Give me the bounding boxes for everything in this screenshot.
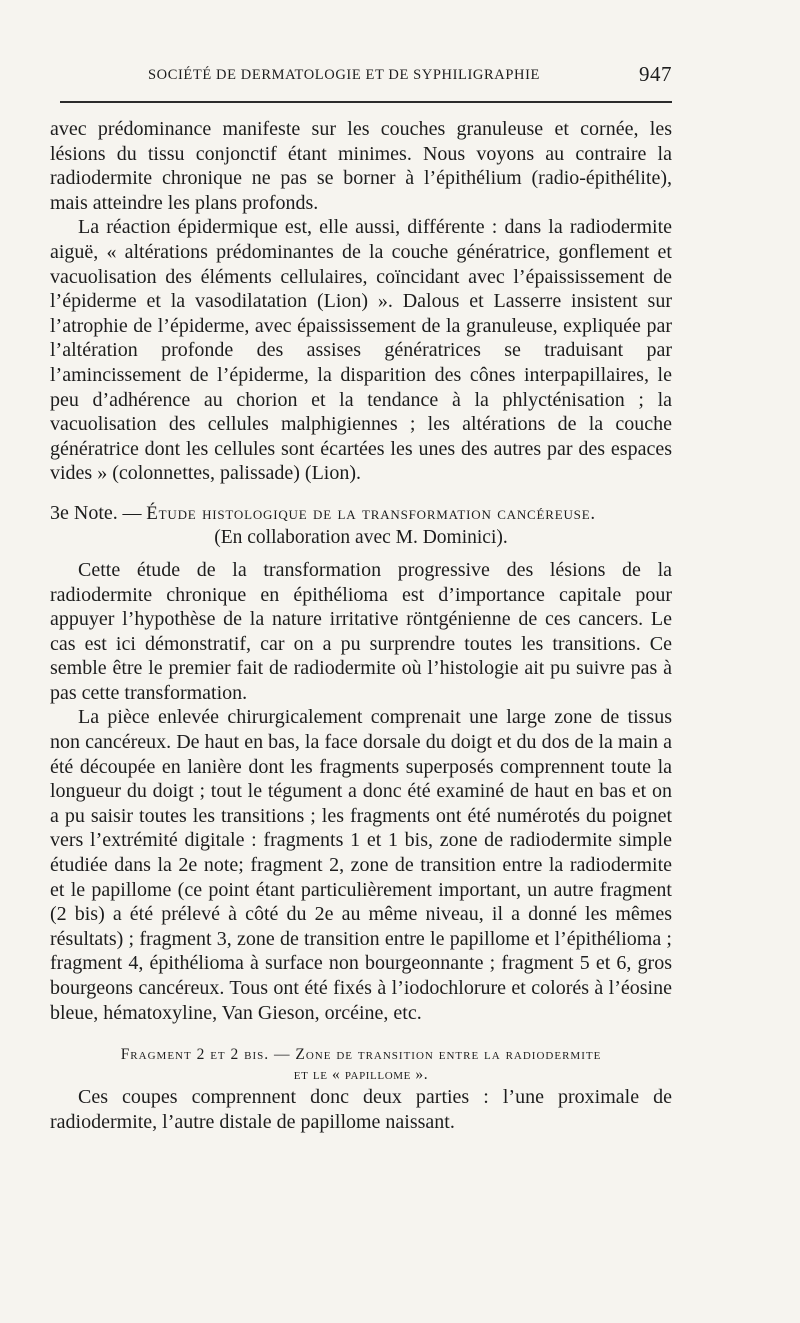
running-head: SOCIÉTÉ DE DERMATOLOGIE ET DE SYPHILIGRAPHIE [148, 67, 540, 83]
note-3-heading [50, 501, 672, 550]
fragment-2-heading-line-1: Fragment 2 et 2 bis. — Zone de transition entre la radiodermite [120, 1046, 602, 1064]
note-3-heading-line [50, 501, 672, 526]
note-3-subtitle: (En collaboration avec M. Dominici). [214, 526, 508, 548]
paragraph-continued: avec prédominance manifeste sur les couches granuleuse et cornée, les lésions du tissu conjonctif étant minimes. Nous voyons au contraire la radiodermite chronique ne pas se borner à l’épithélium (radio-épithélite), mais atteindre les plans profonds. [50, 118, 672, 214]
note-3-dash: — [117, 502, 147, 524]
header-rule [60, 101, 672, 103]
main-text [50, 117, 672, 1134]
note-3-title: Étude histologique de la transformation cancéreuse. [146, 502, 596, 524]
fragment-2-heading [50, 1045, 672, 1085]
note-3-label: 3e Note. [50, 501, 118, 524]
paragraph-specimen-description: La pièce enlevée chirurgicalement comprenait une large zone de tissus non cancéreux. De haut en bas, la face dorsale du doigt et du dos de la main a été découpée en lanière dont les fragments superposés comprennent toute la longueur du doigt ; tout le tégument a donc été examiné de haut en bas et on a pu saisir toutes les transitions ; les fragments ont été numérotés du poignet vers l’extrémité digitale : fragments 1 et 1 bis, zone de radiodermite simple étudiée dans la 2e note; fragment 2, zone de transition entre la radiodermite et le papillome (ce point étant particulièrement important, un autre fragment (2 bis) a été prélevé à côté du 2e au même niveau, il a donné les mêmes résultats) ; fragment 3, zone de transition entre le papillome et l’épithélioma ; fragment 4, épithélioma à surface non bourgeonnante ; fragment 5 et 6, gros bourgeons cancéreux. Tous ont été fixés à l’iodochlorure et colorés à l’éosine bleue, hématoxyline, Van Gieson, orcéine, etc. [50, 706, 672, 1024]
paragraph-epidermal-reaction: La réaction épidermique est, elle aussi, différente : dans la radiodermite aiguë, « altérations prédominantes de la couche génératrice, gonflement et vacuolisation des éléments cellulaires, coïncidant avec l’épaississement de l’épiderme et la vasodilatation (Lion) ». Dalous et Lasserre insistent sur l’atrophie de l’épiderme, avec épaississement de la granuleuse, expliquée par l’altération profonde des assises génératrices se traduisant par l’amincissement de l’épiderme, la disparition des cônes interpapillaires, le peu d’adhérence au chorion et la tendance à la phlycténisation ; la vacuolisation des cellules malphigiennes ; les altérations de la couche génératrice dont les cellules sont écartées les unes des autres par des espaces vides » (colonnettes, palissade) (Lion). [50, 216, 672, 485]
page-header [60, 62, 672, 92]
page-number: 947 [639, 62, 672, 86]
fragment-2-heading-line-2: et le « papillome ». [293, 1066, 429, 1084]
fragment-2-text: Ces coupes comprennent donc deux parties : l’une proximale de radiodermite, l’autre distale de papillome naissant. [50, 1086, 672, 1133]
paragraph-study-overview: Cette étude de la transformation progressive des lésions de la radiodermite chronique en épithélioma est d’importance capitale pour appuyer l’hypothèse de la nature irritative röntgénienne de ces cancers. Le cas est ici démonstratif, car on a pu surprendre toutes les transitions. Ce semble être le premier fait de radiodermite où l’histologie ait pu suivre pas à pas cette transformation. [50, 558, 672, 704]
